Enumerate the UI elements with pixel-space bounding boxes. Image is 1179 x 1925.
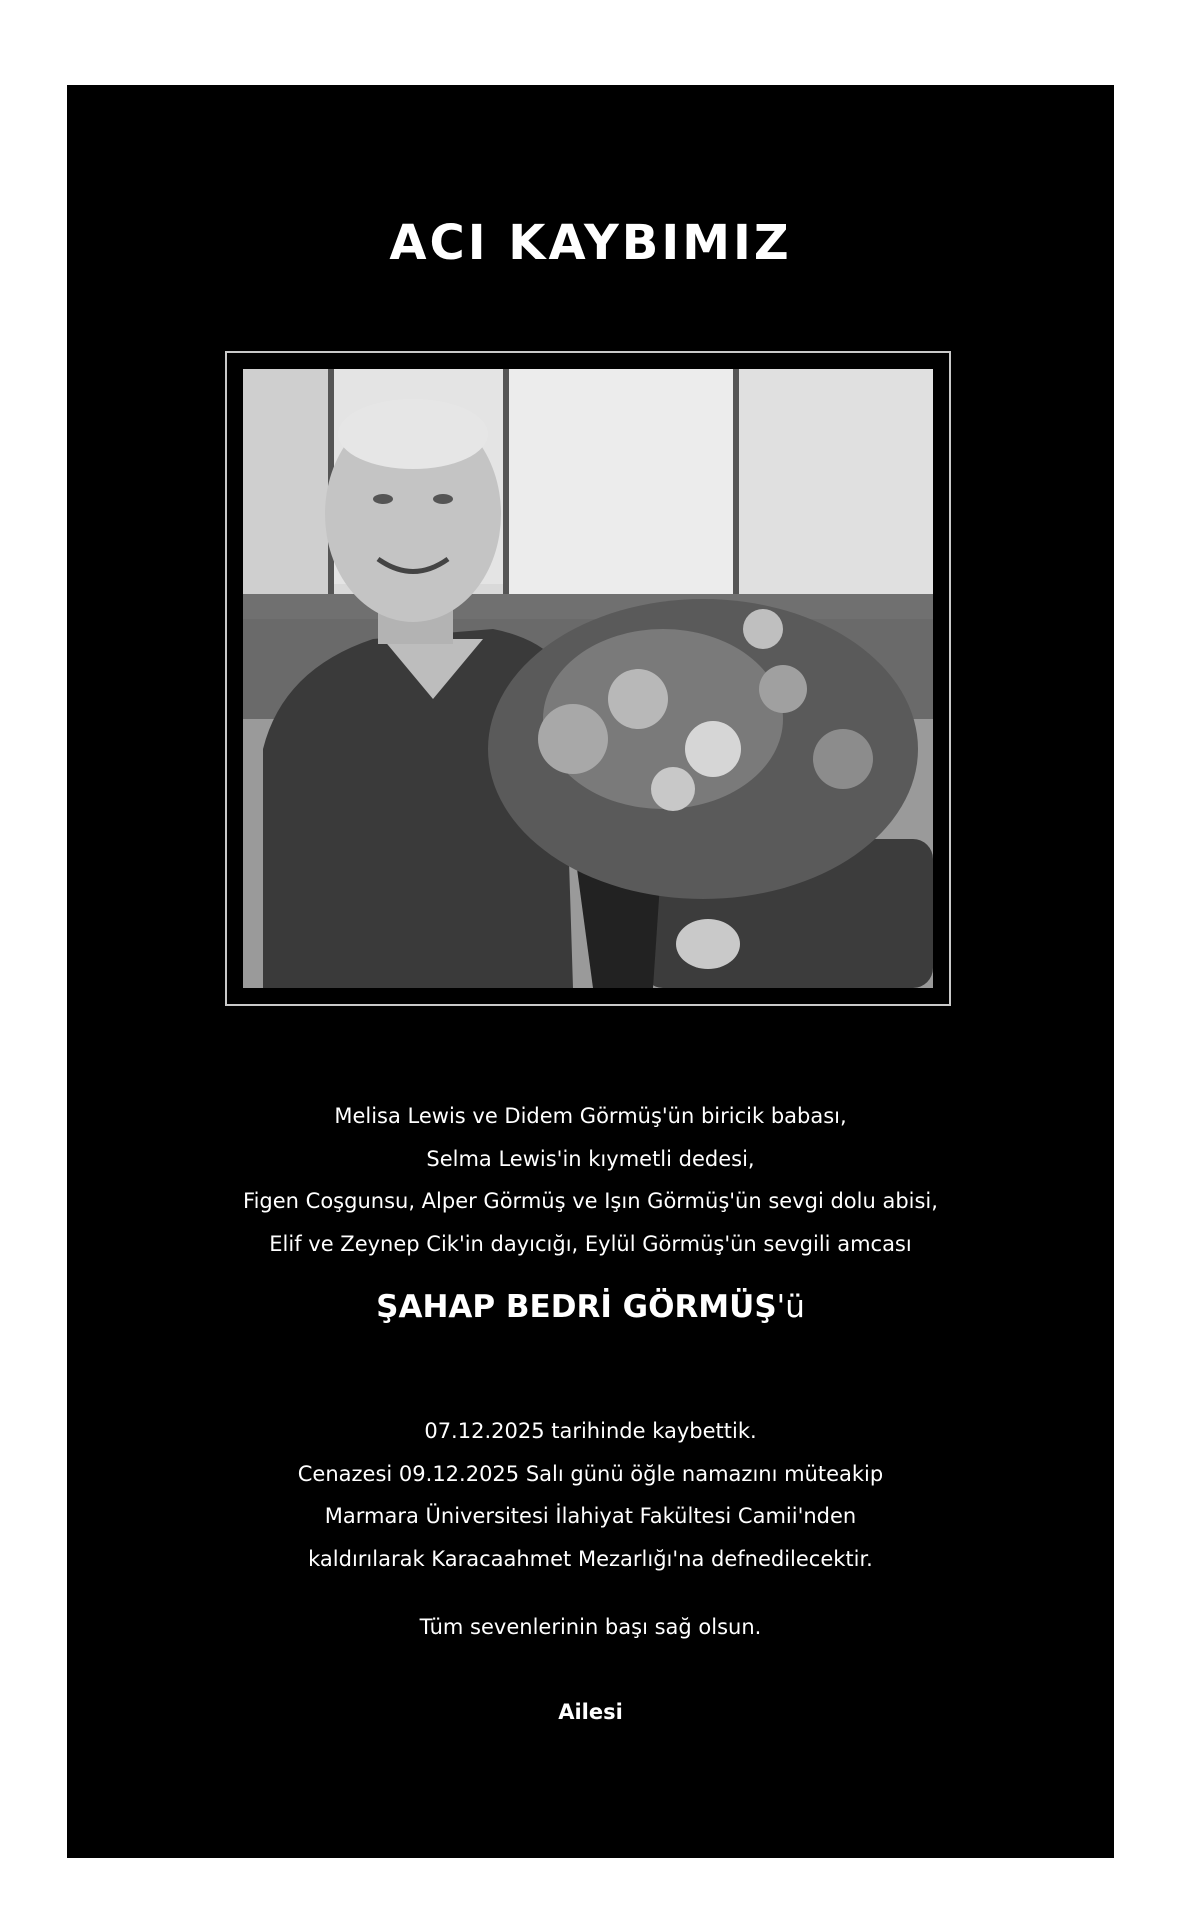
relatives-line: Selma Lewis'in kıymetli dedesi, (426, 1146, 755, 1171)
deceased-name-suffix: 'ü (776, 1289, 805, 1325)
condolence-message: Tüm sevenlerinin başı sağ olsun. (419, 1615, 762, 1639)
obituary-notice (67, 85, 1114, 1858)
funeral-line: Marmara Üniversitesi İlahiyat Fakültesi Camii'nden (324, 1504, 857, 1528)
funeral-line: kaldırılarak Karacaahmet Mezarlığı'na defnedilecektir. (308, 1546, 873, 1571)
portrait-illustration (243, 369, 933, 988)
deceased-name: ŞAHAP BEDRİ GÖRMÜŞ (376, 1289, 777, 1325)
funeral-line: 07.12.2025 tarihinde kaybettik. (424, 1419, 757, 1443)
headline: ACI KAYBIMIZ (389, 215, 792, 271)
portrait-photo (243, 369, 933, 988)
deceased-name-line (67, 1287, 1114, 1327)
portrait-frame (225, 351, 951, 1006)
relatives-list (67, 1095, 1114, 1265)
relatives-line: Figen Coşgunsu, Alper Görmüş ve Işın Görmüş'ün sevgi dolu abisi, (243, 1189, 938, 1213)
relatives-line: Elif ve Zeynep Cik'in dayıcığı, Eylül Görmüş'ün sevgili amcası (269, 1231, 912, 1256)
relatives-line: Melisa Lewis ve Didem Görmüş'ün biricik babası, (334, 1104, 847, 1128)
funeral-line: Cenazesi 09.12.2025 Salı günü öğle namazını müteakip (297, 1461, 884, 1486)
signature: Ailesi (558, 1700, 623, 1724)
funeral-details (67, 1410, 1114, 1580)
